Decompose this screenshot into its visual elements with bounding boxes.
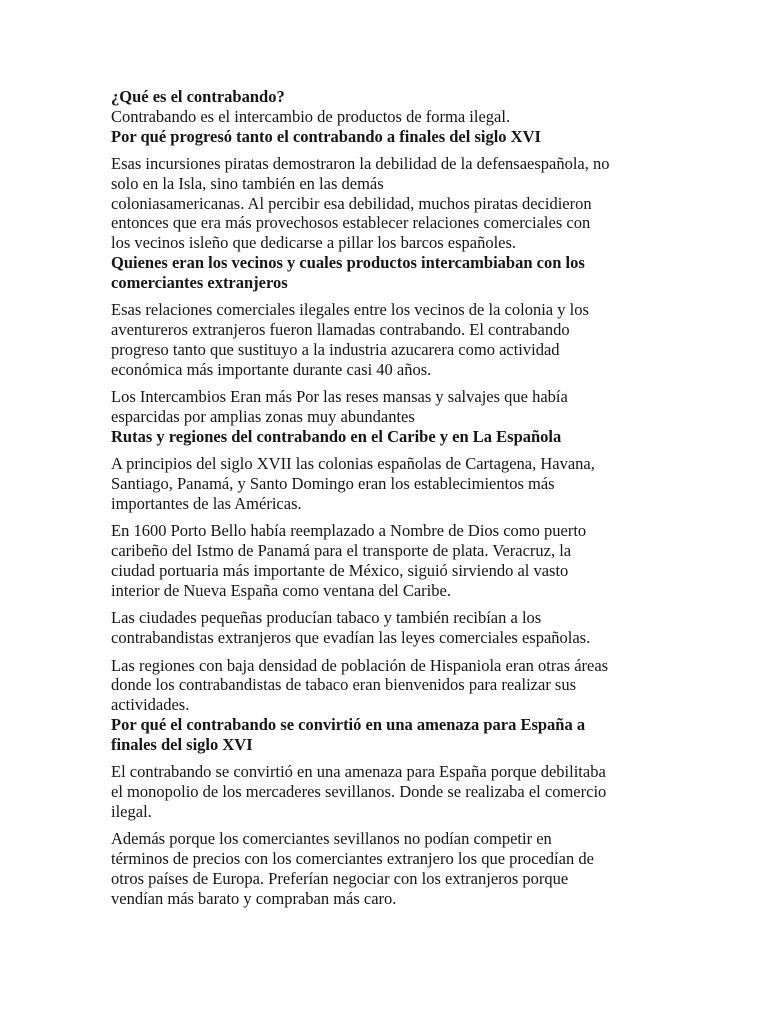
paragraph-line: coloniasamericanas. Al percibir esa debilidad, muchos piratas decidieron — [111, 193, 592, 213]
section-heading — [111, 127, 728, 147]
paragraph-line: El contrabando se convirtió en una amenaza para España porque debilitaba — [111, 762, 606, 782]
paragraph-line: caribeño del Istmo de Panamá para el transporte de plata. Veracruz, la — [111, 541, 572, 561]
paragraph — [111, 762, 728, 821]
section-heading — [111, 253, 728, 293]
heading-line: ¿Qué es el contrabando? — [111, 87, 285, 106]
paragraph-line: aventureros extranjeros fueron llamadas contrabando. El contrabando — [111, 320, 570, 340]
paragraph-line: Las regiones con baja densidad de población de Hispaniola eran otras áreas — [111, 655, 609, 675]
section-heading — [111, 715, 728, 755]
paragraph-line: los vecinos isleño que dedicarse a pillar los barcos españoles. — [111, 233, 517, 253]
heading-line: comerciantes extranjeros — [111, 272, 288, 292]
paragraph-line: En 1600 Porto Bello había reemplazado a Nombre de Dios como puerto — [111, 521, 587, 541]
paragraph-line: Además porque los comerciantes sevillanos no podían competir en — [111, 829, 552, 849]
heading-line: Quienes eran los vecinos y cuales productos intercambiaban con los — [111, 253, 585, 273]
paragraph-line: económica más importante durante casi 40 años. — [111, 359, 432, 379]
paragraph-line: ciudad portuaria más importante de México, siguió sirviendo al vasto — [111, 560, 569, 580]
paragraph-line: progreso tanto que sustituyo a la industria azucarera como actividad — [111, 339, 560, 359]
paragraph — [111, 107, 728, 127]
paragraph — [111, 608, 728, 648]
section-heading — [111, 87, 728, 107]
heading-line: Por qué progresó tanto el contrabando a finales del siglo XVI — [111, 126, 541, 146]
paragraph-line: interior de Nueva España como ventana del Caribe. — [111, 580, 451, 600]
paragraph-line: Esas relaciones comerciales ilegales entre los vecinos de la colonia y los — [111, 300, 589, 320]
paragraph-line: entonces que era más provechosos establecer relaciones comerciales con — [111, 213, 591, 233]
paragraph-line: Las ciudades pequeñas producían tabaco y también recibían a los — [111, 608, 542, 628]
paragraph — [111, 300, 728, 379]
paragraph-line: ilegal. — [111, 801, 152, 821]
paragraph-line: contrabandistas extranjeros que evadían las leyes comerciales españolas. — [111, 628, 591, 648]
paragraph-line: Esas incursiones piratas demostraron la debilidad de la defensaespañola, no — [111, 154, 610, 174]
paragraph — [111, 829, 728, 908]
paragraph-line: Santiago, Panamá, y Santo Domingo eran los establecimientos más — [111, 474, 555, 494]
paragraph — [111, 387, 728, 427]
paragraph-line: términos de precios con los comerciantes extranjero los que procedían de — [111, 849, 594, 869]
paragraph-line: importantes de las Américas. — [111, 493, 302, 513]
paragraph — [111, 154, 728, 253]
paragraph-line: Los Intercambios Eran más Por las reses mansas y salvajes que había — [111, 387, 568, 407]
heading-line: Rutas y regiones del contrabando en el Caribe y en La Española — [111, 426, 562, 446]
paragraph-line: el monopolio de los mercaderes sevillanos. Donde se realizaba el comercio — [111, 782, 607, 801]
paragraph-line: donde los contrabandistas de tabaco eran bienvenidos para realizar sus — [111, 675, 577, 695]
paragraph-line: esparcidas por amplias zonas muy abundantes — [111, 407, 415, 427]
paragraph-line: actividades. — [111, 695, 190, 715]
paragraph — [111, 454, 728, 513]
heading-line: finales del siglo XVI — [111, 734, 253, 754]
paragraph-line: otros países de Europa. Preferían negociar con los extranjeros porque — [111, 868, 569, 888]
section-heading — [111, 427, 728, 447]
paragraph-line: solo en la Isla, sino también en las demás — [111, 173, 384, 193]
paragraph — [111, 656, 728, 715]
paragraph-line: Contrabando es el intercambio de productos de forma ilegal. — [111, 106, 511, 126]
paragraph-line: A principios del siglo XVII las colonias españolas de Cartagena, Havana, — [111, 454, 595, 474]
heading-line: Por qué el contrabando se convirtió en una amenaza para España a — [111, 714, 586, 734]
paragraph — [111, 521, 728, 600]
paragraph-line: vendían más barato y compraban más caro. — [111, 888, 397, 908]
